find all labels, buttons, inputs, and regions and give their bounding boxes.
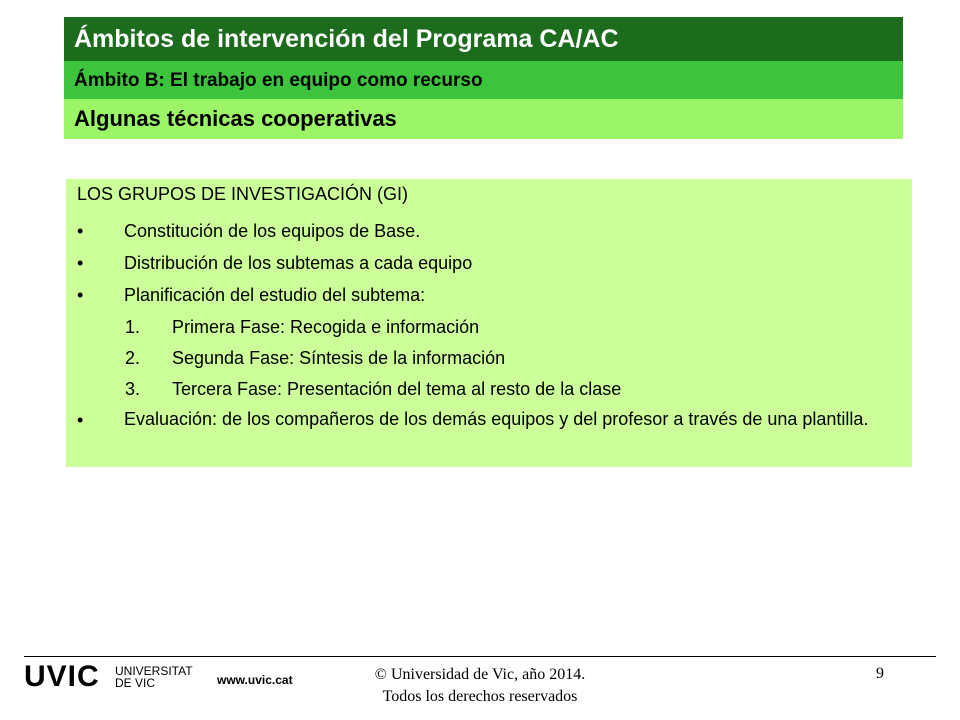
website-link[interactable]: www.uvic.cat xyxy=(217,673,293,687)
logo-wordmark xyxy=(115,665,193,689)
bullet-icon: • xyxy=(77,410,84,430)
list-item-text: Planificación del estudio del subtema: xyxy=(124,285,426,305)
phase-text: Segunda Fase: Síntesis de la información xyxy=(172,348,506,368)
list-item-text: Evaluación: de los compañeros de los demás equipos y del profesor a través de una plantilla. xyxy=(124,409,869,429)
list-item-text: Distribución de los subtemas a cada equipo xyxy=(124,253,473,273)
copyright-line-1: © Universidad de Vic, año 2014. xyxy=(374,666,586,683)
footer-divider xyxy=(24,656,936,657)
list-item-text: Constitución de los equipos de Base. xyxy=(124,221,421,241)
logo-mark: UVIC xyxy=(24,660,100,693)
bullet-icon: • xyxy=(77,221,84,241)
phase-number: 3. xyxy=(125,379,141,399)
content-heading: LOS GRUPOS DE INVESTIGACIÓN (GI) xyxy=(77,184,409,204)
slide-title: Ámbitos de intervención del Programa CA/AC xyxy=(64,17,903,61)
copyright-line-2: Todos los derechos reservados xyxy=(382,688,578,705)
phase-number: 2. xyxy=(125,348,141,368)
phase-text: Tercera Fase: Presentación del tema al resto de la clase xyxy=(172,379,622,399)
copyright-notice xyxy=(330,664,630,708)
slide-subtitle: Ámbito B: El trabajo en equipo como recurso xyxy=(64,61,903,99)
phase-number: 1. xyxy=(125,317,141,337)
bullet-icon: • xyxy=(77,285,84,305)
section-heading: Algunas técnicas cooperativas xyxy=(64,99,903,139)
logo-line-2: DE VIC xyxy=(115,676,156,690)
bullet-icon: • xyxy=(77,253,84,273)
phase-text: Primera Fase: Recogida e información xyxy=(172,317,480,337)
page-number: 9 xyxy=(876,665,884,682)
logo-line-1: UNIVERSITAT xyxy=(115,664,193,678)
